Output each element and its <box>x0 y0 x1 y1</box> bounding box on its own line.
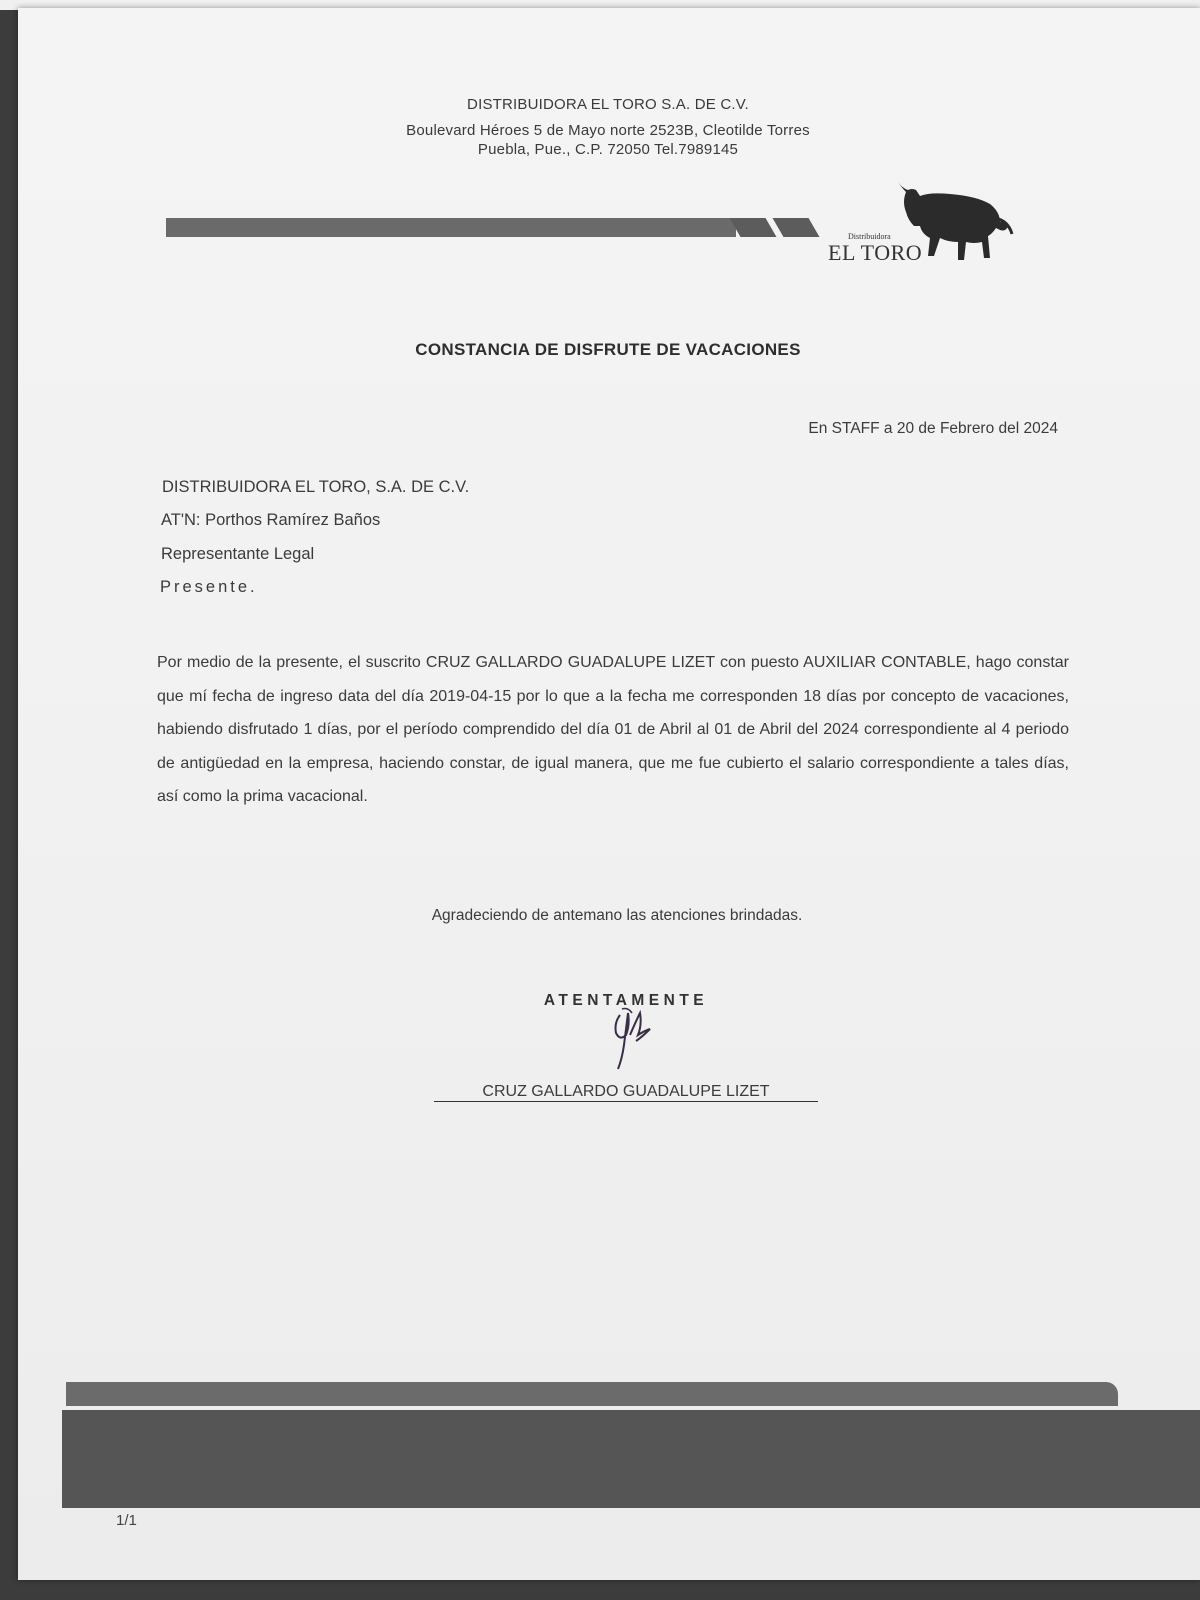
recipient-role: Representante Legal <box>161 545 315 563</box>
closing-text: ATENTAMENTE <box>543 992 709 1009</box>
recipient-presente: Presente. <box>160 578 258 596</box>
document-title: CONSTANCIA DE DISFRUTE DE VACACIONES <box>415 340 801 359</box>
company-address-line1: Boulevard Héroes 5 de Mayo norte 2523B, Cleotilde Torres <box>406 122 810 139</box>
recipient-attention: AT'N: Porthos Ramírez Baños <box>161 511 381 529</box>
header-banner-bar <box>166 218 736 237</box>
date-line: En STAFF a 20 de Febrero del 2024 <box>808 420 1058 437</box>
footer-banner-block <box>62 1410 1200 1508</box>
footer-banner-bar <box>66 1382 1118 1406</box>
page-number: 1/1 <box>116 1512 137 1529</box>
signature-line <box>434 1101 818 1102</box>
logo-name: EL TORO <box>828 240 923 265</box>
thanks-line: Agradeciendo de antemano las atenciones brindadas. <box>431 907 803 924</box>
recipient-company: DISTRIBUIDORA EL TORO, S.A. DE C.V. <box>162 478 470 496</box>
signature-scribble <box>600 1005 660 1080</box>
body-paragraph: Por medio de la presente, el suscrito CRUZ GALLARDO GUADALUPE LIZET con puesto AUXILIAR CONTABLE, hago constar que mí fecha de ingreso data del día 2019-04-15 por lo que a la fecha me corresponden 18 días por concepto de vacaciones, habiendo disfrutado 1 días, por el período comprendido del día 01 de Abril al 01 de Abril del 2024 correspondiente al 4 periodo de antigüedad en la empresa, haciendo constar, de igual manera, que me fue cubierto el salario correspondiente a tales días, así como la prima vacacional. <box>157 654 1069 805</box>
logo-small-text: Distribuidora <box>848 232 891 241</box>
company-logo <box>826 172 1026 276</box>
company-name: DISTRIBUIDORA EL TORO S.A. DE C.V. <box>467 96 749 113</box>
company-address-line2: Puebla, Pue., C.P. 72050 Tel.7989145 <box>477 141 739 158</box>
signer-name: CRUZ GALLARDO GUADALUPE LIZET <box>482 1083 770 1100</box>
